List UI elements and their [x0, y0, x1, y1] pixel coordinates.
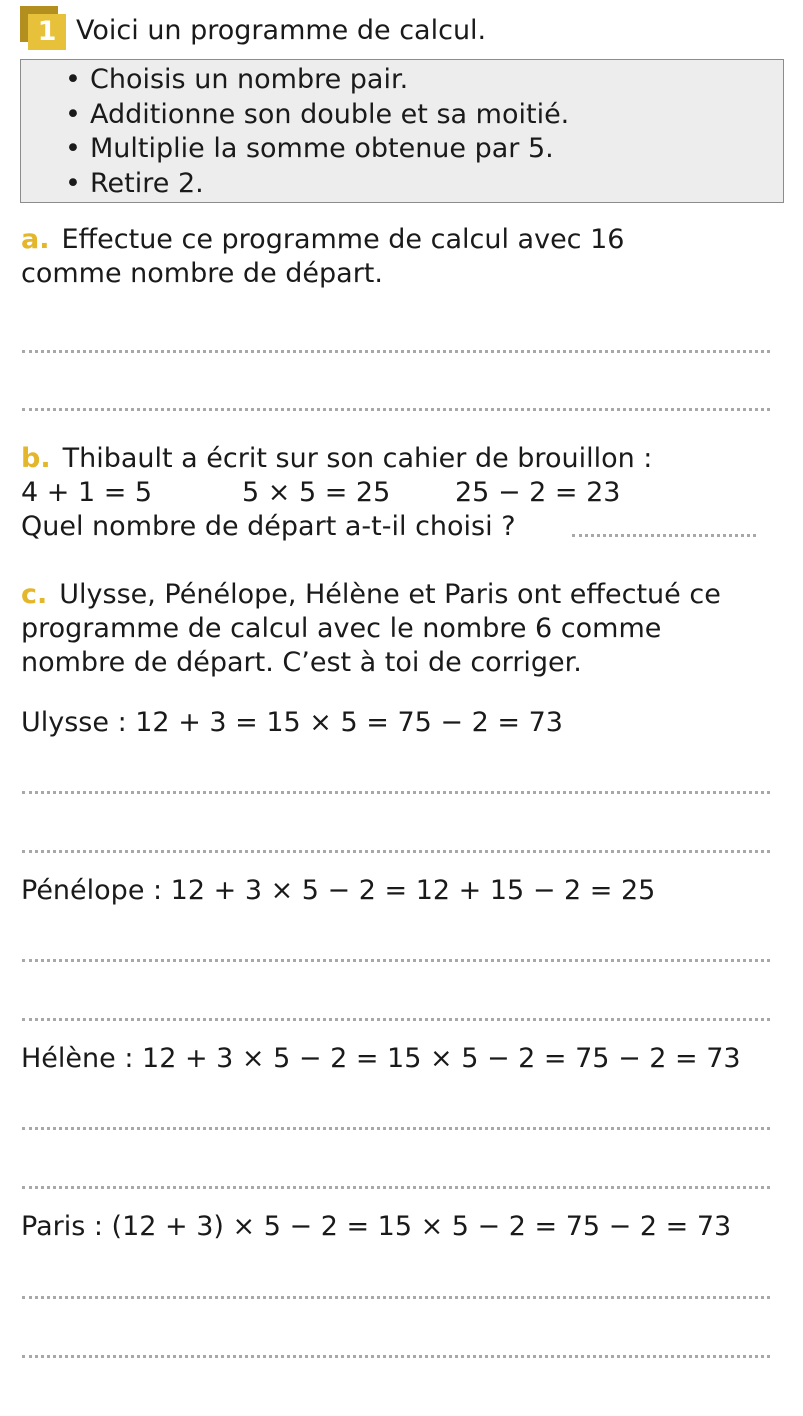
exercise-title: Voici un programme de calcul. — [76, 15, 487, 46]
part-a-question — [21, 223, 624, 257]
answer-line[interactable] — [22, 350, 770, 353]
student-calculation-penelope: Pénélope : 12 + 3 × 5 − 2 = 12 + 15 − 2 = 25 — [21, 875, 656, 906]
answer-line[interactable] — [22, 408, 770, 411]
answer-line[interactable] — [22, 1296, 770, 1299]
part-a-text-line1: Effectue ce programme de calcul avec 16 — [61, 224, 625, 255]
answer-line[interactable] — [22, 1127, 770, 1130]
part-c-text-line1: Ulysse, Pénélope, Hélène et Paris ont effectué ce — [59, 579, 721, 610]
rule-item: • Retire 2. — [65, 167, 569, 202]
part-c-question — [21, 578, 721, 612]
exercise-number-badge — [20, 6, 66, 50]
answer-line[interactable] — [22, 850, 770, 853]
student-calculation-helene: Hélène : 12 + 3 × 5 − 2 = 15 × 5 − 2 = 75 − 2 = 73 — [21, 1043, 741, 1074]
answer-line[interactable] — [22, 959, 770, 962]
answer-line[interactable] — [22, 1186, 770, 1189]
student-calculation-ulysse: Ulysse : 12 + 3 = 15 × 5 = 75 − 2 = 73 — [21, 707, 563, 738]
answer-line[interactable] — [22, 1355, 770, 1358]
part-b-intro: Thibault a écrit sur son cahier de brouillon : — [62, 443, 653, 474]
part-a-letter: a. — [21, 224, 50, 255]
exercise-number: 1 — [28, 14, 66, 50]
program-rules-box — [20, 59, 784, 203]
answer-line[interactable] — [22, 1018, 770, 1021]
part-c-letter: c. — [21, 579, 48, 610]
part-b-question-text: Quel nombre de départ a-t-il choisi ? — [21, 511, 516, 542]
part-a-text-line2: comme nombre de départ. — [21, 258, 383, 289]
program-rules-list — [65, 63, 569, 201]
answer-line[interactable] — [22, 791, 770, 794]
part-b-question — [21, 442, 652, 476]
part-b-calc-2: 5 × 5 = 25 — [242, 477, 391, 508]
answer-line-short[interactable] — [572, 534, 756, 537]
part-c-text-line2: programme de calcul avec le nombre 6 comme — [21, 613, 662, 644]
part-c-text-line3: nombre de départ. C’est à toi de corriger. — [21, 647, 582, 678]
rule-item: • Multiplie la somme obtenue par 5. — [65, 132, 569, 167]
rule-item: • Choisis un nombre pair. — [65, 63, 569, 98]
part-b-letter: b. — [21, 443, 51, 474]
student-calculation-paris: Paris : (12 + 3) × 5 − 2 = 15 × 5 − 2 = 75 − 2 = 73 — [21, 1211, 732, 1242]
rule-item: • Additionne son double et sa moitié. — [65, 98, 569, 133]
part-b-calc-1: 4 + 1 = 5 — [21, 477, 153, 508]
part-b-calc-3: 25 − 2 = 23 — [455, 477, 621, 508]
